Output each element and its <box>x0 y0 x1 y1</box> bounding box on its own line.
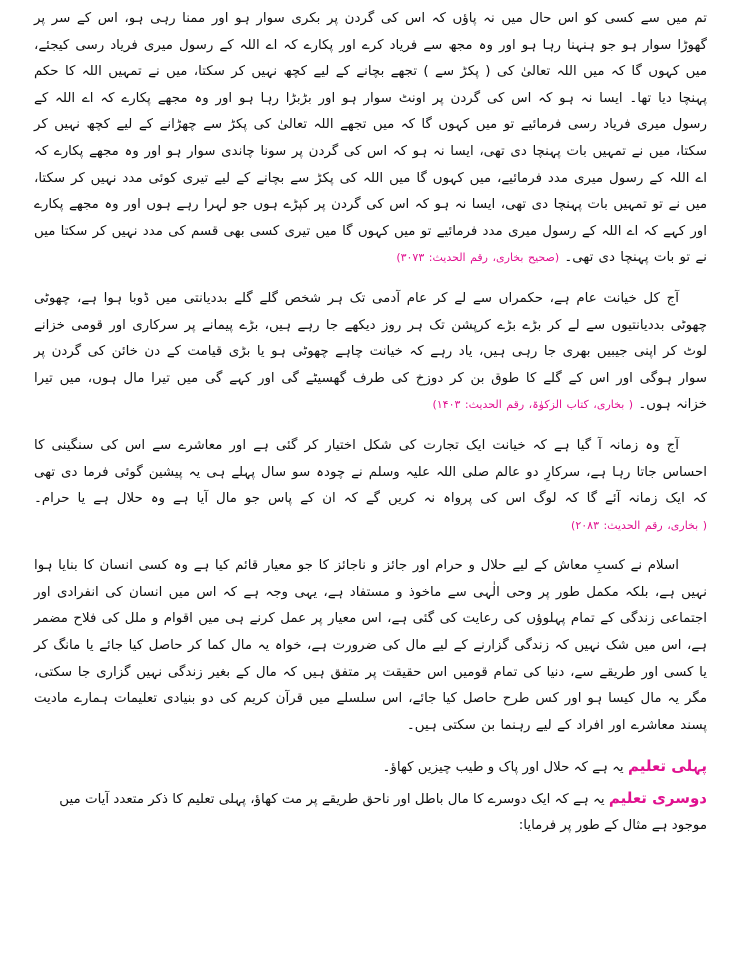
paragraph-text: اسلام نے کسبِ معاش کے لیے حلال و حرام اور جائز و ناجائز کا جو معیار قائم کیا ہے وہ کسی انسان کا بنایا ہوا نہیں ہے، بلکہ مکمل طور پر وحی الٰہی سے ماخوذ و مستفاد ہے، یہی وجہ ہے کہ اس میں انسان کی انفرادی اور اجتماعی زندگی کے تمام پہلوؤں کی رعایت کی گئی ہے، اس معیار پر عمل کرنے ہی میں اقوام و ملل کی فلاح مضمر ہے، اس میں شک نہیں کہ زندگی گزارنے کے لیے مال کی ضرورت ہے، خواہ یہ مال کما کر حاصل کیا جائے یا مانگ کر یا کسی اور طریقے سے، دنیا کی تمام قومیں اس حقیقت پر متفق ہیں کہ مال کے بغیر زندگی نہیں گزاری جا سکتی، مگر یہ مال کیسا ہو اور کس طرح حاصل کیا جائے، اس سلسلے میں قرآن کریم کی دو بنیادی تعلیمات ہمارے مادیت پسند معاشرے اور افراد کے لیے رہنما بن سکتی ہیں۔ <box>34 558 707 733</box>
paragraph-hadith-warning <box>34 6 707 272</box>
second-teaching <box>34 785 707 839</box>
first-teaching-text: یہ ہے کہ حلال اور پاک و طیب چیزیں کھاؤ۔ <box>382 760 624 776</box>
second-teaching-heading: دوسری تعلیم <box>608 789 707 808</box>
paragraph-modern-dishonesty <box>34 286 707 419</box>
paragraph-prophecy <box>34 433 707 539</box>
second-teaching-text: یہ ہے کہ ایک دوسرے کا مال باطل اور ناحق طریقے پر مت کھاؤ، پہلی تعلیم کا ذکر متعدد آیات میں موجود ہے مثال کے طور پر فرمایا: <box>59 792 707 834</box>
hadith-reference: ( بخاری، رقم الحدیث: ۲۰۸۳) <box>571 518 707 532</box>
paragraph-islamic-earning <box>34 553 707 739</box>
hadith-reference: (صحیح بخاری، رقم الحدیث: ۳۰۷۳) <box>396 251 560 265</box>
paragraph-text: آج وہ زمانہ آ گیا ہے کہ خیانت ایک تجارت کی شکل اختیار کر گئی ہے اور معاشرے سے اس کی سنگینی کا احساس جاتا رہا ہے، سرکارِ دو عالم صلی اللہ علیہ وسلم نے چودہ سو سال پہلے ہی یہ پیشین گوئی فرما دی تھی کہ ایک زمانہ آئے گا کہ لوگ اس کی پرواہ نہ کریں گے کہ ان کے پاس جو مال آیا ہے وہ حلال ہے یا حرام۔ <box>34 437 707 507</box>
paragraph-text: آج کل خیانت عام ہے، حکمراں سے لے کر عام آدمی تک ہر شخص گلے گلے بددیانتی میں ڈوبا ہوا ہے، چھوٹی چھوٹی بددیانتیوں سے لے کر بڑے بڑے کرپشن تک ہر روز دیکھے جا رہے ہیں، بڑے پیمانے پر سرکاری اور قومی خزانے لوٹ کر اپنی جیبیں بھری جا رہی ہیں، یاد رہے کہ خیانت چاہے چھوٹی ہو یا بڑی قیامت کے دن خائن کی گردن پر سوار ہوگی اور اس کے گلے کا طوق بن کر دوزخ کی طرف گھسیٹے گی اور کہے گی میں تیرا مال ہوں، میں تیرا خزانہ ہوں۔ <box>34 290 707 413</box>
hadith-reference: ( بخاری، کتاب الزکوٰۃ، رقم الحدیث: ۱۴۰۳) <box>432 398 634 412</box>
first-teaching-heading: پہلی تعلیم <box>627 757 707 776</box>
paragraph-text: تم میں سے کسی کو اس حال میں نہ پاؤں کہ اس کی گردن پر بکری سوار ہو اور ممنا رہی ہو، اس کے سر پر گھوڑا سوار ہو جو ہنہنا رہا ہو اور وہ مجھ سے فریاد کرے اور پکارے کہ اے اللہ کے رسول میری فریاد رسی کیجئے، میں کہوں گا کہ میں اللہ تعالیٰ کی ( پکڑ سے ) تجھے بچانے کے لیے کچھ نہیں کر سکتا، میں نے تمہیں اللہ کا حکم پہنچا دیا تھا۔ ایسا نہ ہو کہ اس کی گردن پر اونٹ سوار ہو اور بڑبڑا رہا ہو اور وہ مجھے پکارے کہ اے اللہ کے رسول میری فریاد رسی فرمائیے تو میں کہوں گا کہ میں تجھے اللہ تعالیٰ کی پکڑ سے چھڑانے کے لیے کچھ نہیں کر سکتا، میں نے تمہیں بات پہنچا دی تھی، ایسا نہ ہو کہ اس کی گردن پر سونا چاندی سوار ہو اور وہ مجھے پکارے کہ اے اللہ کے رسول میری مدد فرمائیے، میں کہوں گا میں اللہ کی پکڑ سے بچانے کے لیے تیری کوئی مدد نہیں کر سکتا، میں نے تو تمہیں بات پہنچا دی تھی، ایسا نہ ہو کہ اس کی گردن پر کپڑے ہوں جو لہرا رہے ہوں اور وہ مجھے پکارے اور کہے کہ اے اللہ کے رسول میری مدد فرمائیے تو میں کہوں گا میں تیری کسی بھی قسم کی مدد نہیں کر سکتا میں نے تو بات پہنچا دی تھی۔ <box>34 11 707 266</box>
first-teaching <box>34 753 707 781</box>
